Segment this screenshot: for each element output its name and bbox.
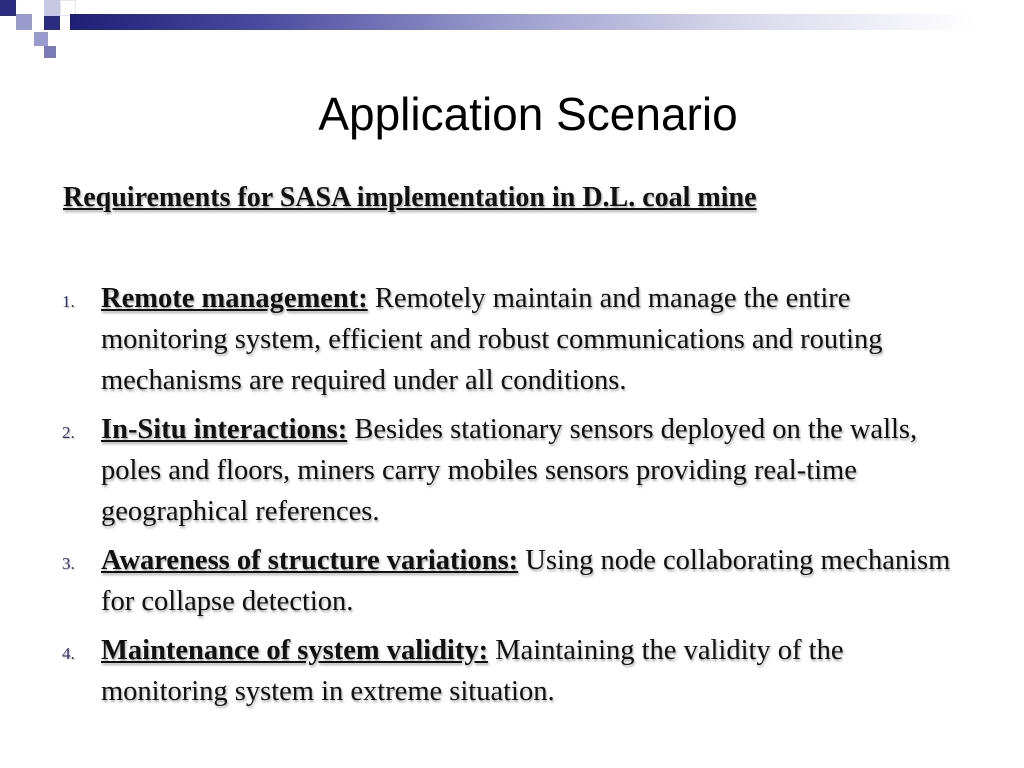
decor-square-5 (44, 16, 60, 30)
list-item (0, 630, 971, 712)
item-heading: In-Situ interactions: (101, 414, 348, 445)
item-heading: Awareness of structure variations: (101, 545, 519, 576)
slide-subtitle: Requirements for SASA implementation in D.L. coal mine (63, 182, 757, 213)
item-number: 1. (62, 292, 75, 311)
item-text: Remotely maintain and manage the entire monitoring system, efficient and robust communications and routing mechanisms are required under all conditions. (101, 283, 883, 396)
decor-square-3 (44, 0, 60, 16)
item-text: Using node collaborating mechanism for collapse detection. (101, 545, 951, 617)
list-item (0, 540, 971, 622)
item-text: Maintaining the validity of the monitoring system in extreme situation. (101, 635, 844, 707)
item-number: 2. (62, 423, 75, 442)
item-heading: Maintenance of system validity: (101, 635, 489, 666)
header-gradient-bar (70, 14, 1024, 30)
decor-square-6 (34, 32, 48, 46)
decor-square-2 (16, 14, 32, 30)
requirements-list (0, 278, 1000, 720)
slide-title: Application Scenario (318, 88, 738, 140)
list-item (0, 409, 971, 532)
decor-square-1 (0, 0, 16, 16)
item-text: Besides stationary sensors deployed on the walls, poles and floors, miners carry mobiles sensors providing real-time geographical references. (101, 414, 918, 527)
header-decoration (0, 0, 1024, 60)
decor-square-7 (44, 46, 56, 58)
item-number: 4. (62, 644, 75, 663)
list-item (0, 278, 971, 401)
item-heading: Remote management: (101, 283, 368, 314)
item-number: 3. (62, 554, 75, 573)
